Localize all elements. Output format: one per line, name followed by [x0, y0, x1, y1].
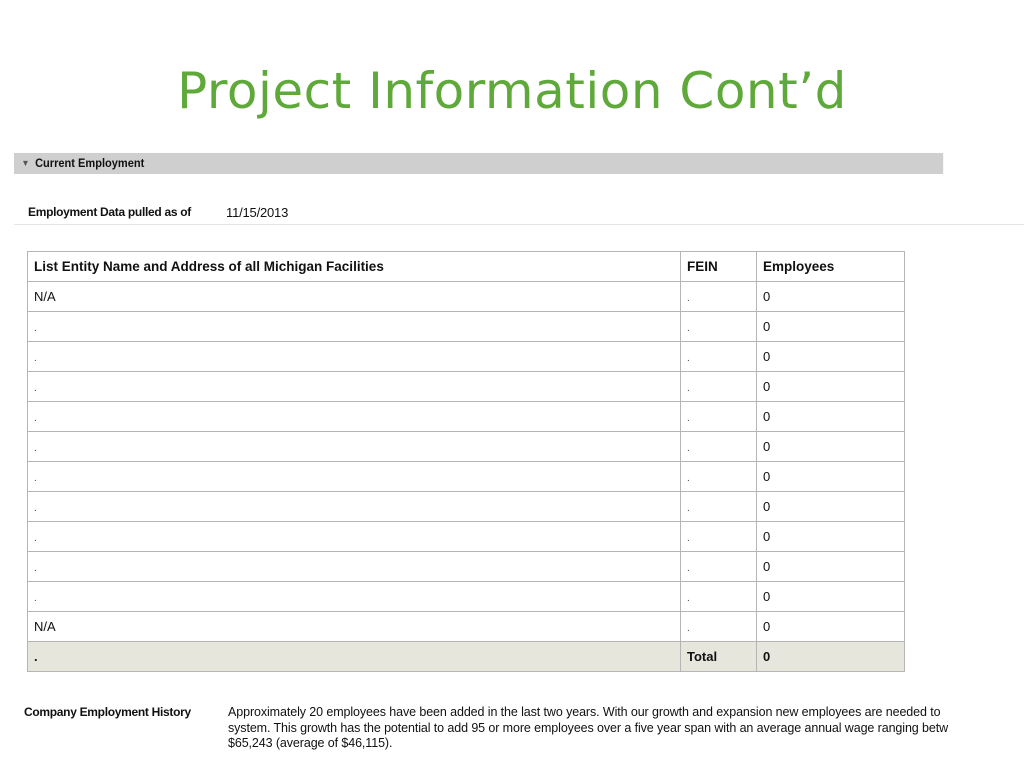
table-row — [28, 462, 905, 492]
cell-fein: . — [681, 432, 757, 462]
cell-entity-name: . — [28, 522, 681, 552]
cell-employees: 0 — [757, 582, 905, 612]
total-name-cell: . — [28, 642, 681, 672]
table-row — [28, 312, 905, 342]
cell-fein: . — [681, 522, 757, 552]
cell-employees: 0 — [757, 282, 905, 312]
header-entity-name: List Entity Name and Address of all Michigan Facilities — [28, 252, 681, 282]
chevron-down-icon[interactable]: ▼ — [21, 158, 30, 168]
cell-fein: . — [681, 282, 757, 312]
cell-entity-name: N/A — [28, 282, 681, 312]
cell-entity-name: . — [28, 342, 681, 372]
employment-data-date: 11/15/2013 — [226, 205, 289, 220]
cell-employees: 0 — [757, 492, 905, 522]
section-title: Current Employment — [35, 156, 145, 170]
section-header-current-employment[interactable] — [14, 153, 943, 174]
cell-employees: 0 — [757, 432, 905, 462]
slide-title: Project Information Cont’d — [177, 62, 847, 120]
total-value: 0 — [757, 642, 905, 672]
cell-entity-name: N/A — [28, 612, 681, 642]
cell-entity-name: . — [28, 552, 681, 582]
employment-history-text: Approximately 20 employees have been added in the last two years. With our growth and expansion new employees are needed to system. This growth has the potential to add 95 or more employees over a five year span with an average annual wage ranging betw $65,243 (average of $46,115). — [228, 705, 949, 750]
cell-entity-name: . — [28, 402, 681, 432]
cell-entity-name: . — [28, 432, 681, 462]
table-row — [28, 342, 905, 372]
cell-employees: 0 — [757, 552, 905, 582]
table-row — [28, 402, 905, 432]
cell-employees: 0 — [757, 612, 905, 642]
cell-fein: . — [681, 372, 757, 402]
table-row — [28, 612, 905, 642]
cell-employees: 0 — [757, 342, 905, 372]
cell-employees: 0 — [757, 312, 905, 342]
table-row — [28, 582, 905, 612]
table-row — [28, 372, 905, 402]
header-employees: Employees — [757, 252, 905, 282]
employment-data-row — [14, 200, 1024, 225]
cell-fein: . — [681, 342, 757, 372]
facilities-table — [27, 251, 905, 672]
cell-fein: . — [681, 462, 757, 492]
cell-fein: . — [681, 582, 757, 612]
cell-employees: 0 — [757, 372, 905, 402]
employment-data-label: Employment Data pulled as of — [28, 205, 191, 219]
table-header-row — [28, 252, 905, 282]
table-total-row — [28, 642, 905, 672]
cell-employees: 0 — [757, 462, 905, 492]
cell-fein: . — [681, 402, 757, 432]
cell-entity-name: . — [28, 492, 681, 522]
table-row — [28, 432, 905, 462]
cell-fein: . — [681, 612, 757, 642]
table-row — [28, 492, 905, 522]
employment-history-label: Company Employment History — [24, 705, 191, 719]
cell-fein: . — [681, 492, 757, 522]
cell-entity-name: . — [28, 312, 681, 342]
cell-employees: 0 — [757, 402, 905, 432]
cell-entity-name: . — [28, 582, 681, 612]
table-row — [28, 522, 905, 552]
cell-employees: 0 — [757, 522, 905, 552]
cell-fein: . — [681, 552, 757, 582]
cell-entity-name: . — [28, 462, 681, 492]
header-fein: FEIN — [681, 252, 757, 282]
table-row — [28, 552, 905, 582]
total-label: Total — [681, 642, 757, 672]
table-row — [28, 282, 905, 312]
cell-fein: . — [681, 312, 757, 342]
cell-entity-name: . — [28, 372, 681, 402]
